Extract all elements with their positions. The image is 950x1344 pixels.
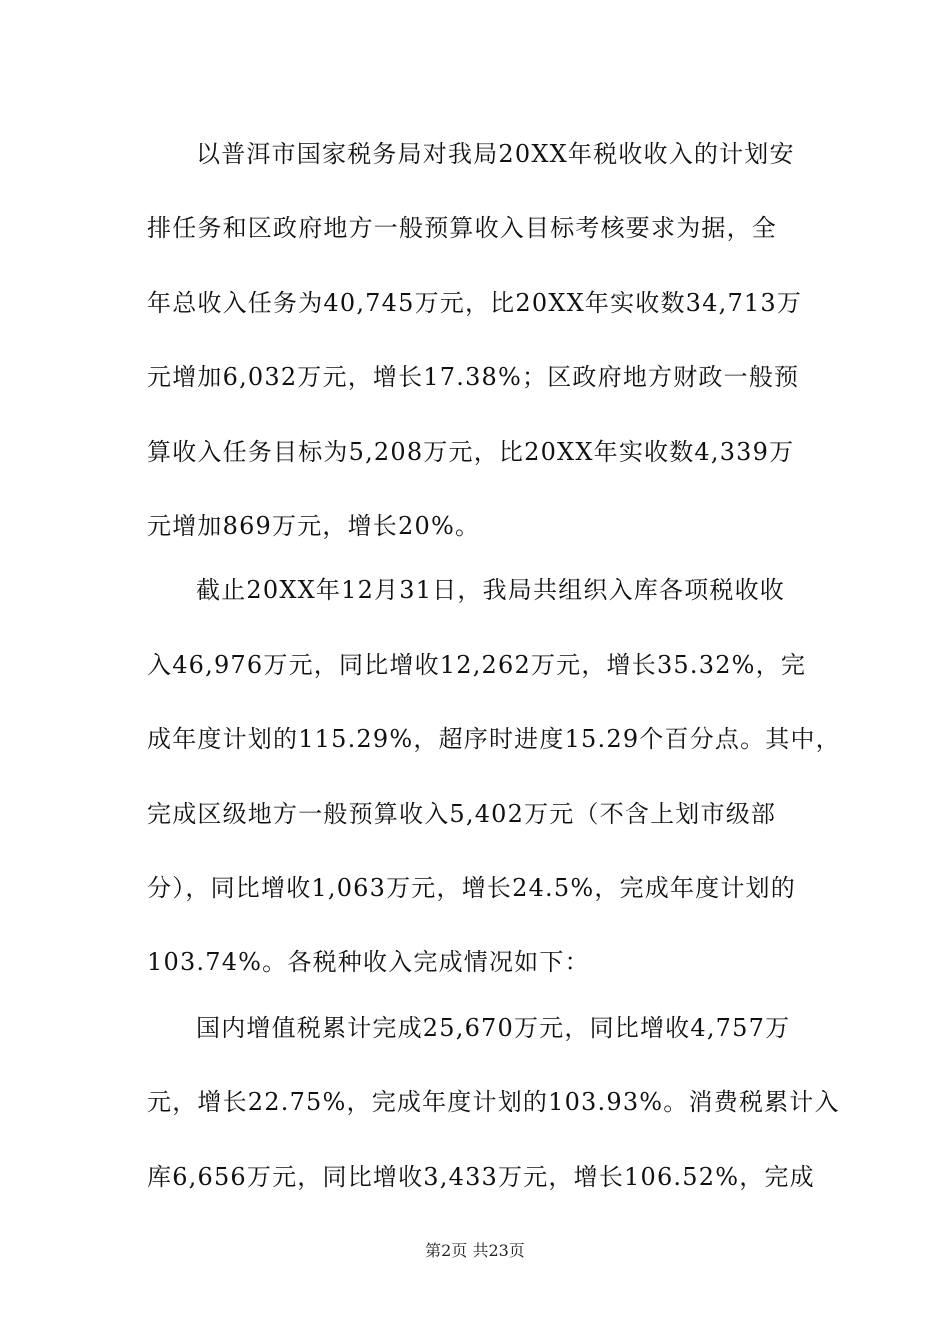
paragraph-3-line-1: 国内增值税累计完成25,670万元，同比增收4,757万	[196, 1014, 791, 1042]
paragraph-1-line-6: 元增加869万元，增长20%。	[147, 512, 481, 540]
paragraph-3-line-2: 元，增长22.75%，完成年度计划的103.93%。消费税累计入	[147, 1088, 840, 1116]
paragraph-1-line-5: 算收入任务目标为5,208万元，比20XX年实收数4,339万	[147, 438, 795, 466]
paragraph-2-line-6: 103.74%。各税种收入完成情况如下：	[147, 948, 590, 976]
paragraph-1-line-3: 年总收入任务为40,745万元，比20XX年实收数34,713万	[147, 289, 803, 317]
paragraph-2-line-1: 截止20XX年12月31日，我局共组织入库各项税收收	[196, 576, 785, 604]
paragraph-2-line-3: 成年度计划的115.29%，超序时进度15.29个百分点。其中，	[147, 725, 841, 753]
paragraph-3-line-3: 库6,656万元，同比增收3,433万元，增长106.52%，完成	[147, 1163, 815, 1191]
paragraph-2-line-5: 分），同比增收1,063万元，增长24.5%，完成年度计划的	[147, 874, 796, 902]
paragraph-2-line-2: 入46,976万元，同比增收12,262万元，增长35.32%，完	[147, 651, 807, 679]
paragraph-2-line-4: 完成区级地方一般预算收入5,402万元（不含上划市级部	[147, 800, 777, 828]
paragraph-1-line-2: 排任务和区政府地方一般预算收入目标考核要求为据，全	[147, 214, 777, 242]
page-footer: 第2页 共23页	[425, 1241, 525, 1260]
paragraph-1-line-1: 以普洱市国家税务局对我局20XX年税收收入的计划安	[196, 140, 795, 168]
paragraph-1-line-4: 元增加6,032万元，增长17.38%；区政府地方财政一般预	[147, 363, 800, 391]
